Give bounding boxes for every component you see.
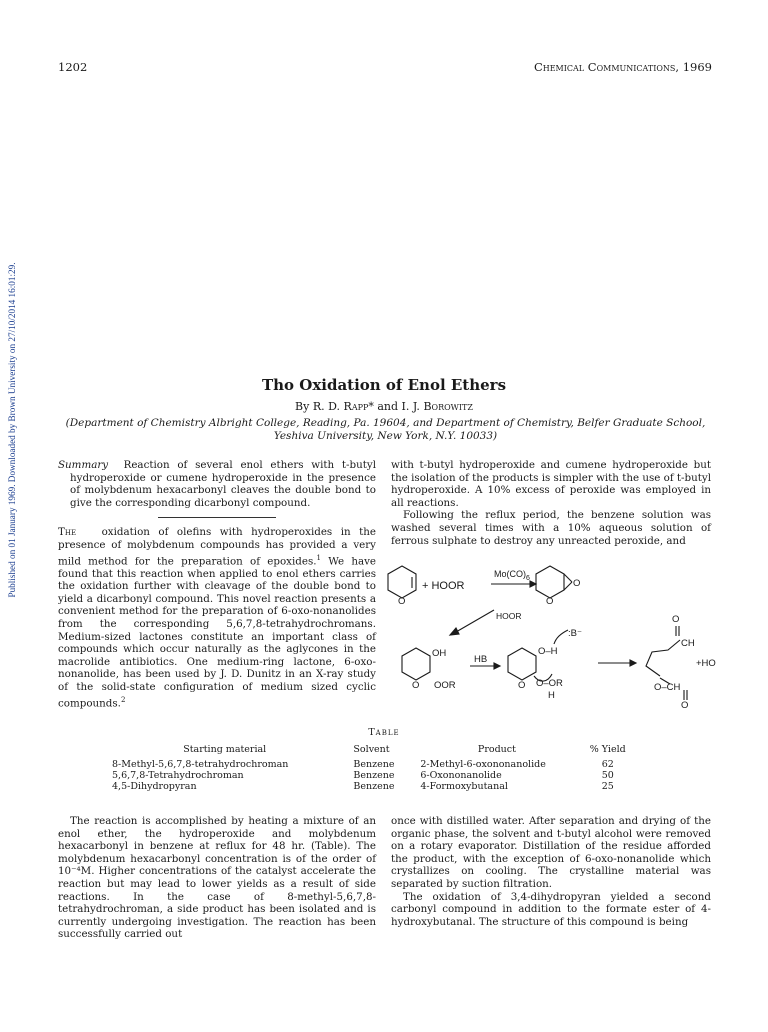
- summary-divider: [158, 517, 276, 518]
- table-row: [112, 781, 632, 792]
- cell-product: 4-Formoxybutanal: [420, 781, 508, 792]
- bottom-right-paragraph-1: once with distilled water. After separation and drying of the organic phase, the solvent and t-butyl alcohol were removed on a rotary evaporator. Distillation of the residue afforded the product, with the exception of 6-oxo-nonanolide which crystallizes on cooling. The crystalline material was separated by suction filtration.: [391, 815, 711, 890]
- bottom-right-paragraph-2: The oxidation of 3,4-dihydropyran yielded a second carbonyl compound in addition to the formate ester of 4-hydroxybutanal. The structure of this compound is being: [391, 890, 711, 928]
- summary-label: Summary: [58, 459, 109, 471]
- table-header-row: [112, 743, 632, 759]
- journal-header: Chemical Communications, 1969: [533, 60, 712, 74]
- hoor-label: HOOR: [496, 611, 522, 621]
- affiliation: (Department of Chemistry Albright College, Reading, Pa. 19604, and Department of Chemistry, Belfer Graduate School, Yeshiva University, New York, N.Y. 10033): [65, 417, 706, 442]
- cell-yield: 50: [601, 770, 614, 781]
- aldehyde-ch: CH: [681, 638, 695, 649]
- ref-2: 2: [120, 695, 126, 704]
- formate-oxygen: O: [681, 700, 689, 708]
- peroxy-bond-label: O–OR: [536, 678, 563, 689]
- download-note-text: Published on 01 January 1969. Downloaded by Brown University on 27/10/2014 16:01:29.: [7, 262, 17, 598]
- download-note: [2, 215, 22, 645]
- intro-text: oxidation of olefins with hydroperoxides in the presence of molybdenum compounds has provided a very mild method for the preparation of epoxides.: [58, 526, 376, 567]
- cell-starting-material: 5,6,7,8-Tetrahydrochroman: [112, 770, 244, 781]
- ring-oxygen-4: O: [518, 680, 526, 691]
- formate-label: O–CH: [654, 682, 681, 693]
- summary-paragraph: [58, 459, 376, 509]
- cell-product: 2-Methyl-6-oxononanolide: [420, 759, 546, 770]
- intro-paragraph: [58, 526, 376, 709]
- right-paragraph-1: with t-butyl hydroperoxide and cumene hydroperoxide but the isolation of the products is simpler with the use of t-butyl hydroperoxide. A 10% excess of peroxide was employed in all reactions.: [391, 459, 712, 509]
- plus-ho-label: +HO: [696, 658, 716, 669]
- header-solvent: Solvent: [353, 744, 390, 755]
- header-starting-material: Starting material: [183, 744, 267, 755]
- epoxide-oxygen: O: [573, 578, 581, 589]
- author-mark: *: [368, 400, 374, 413]
- page-number: 1202: [58, 60, 88, 74]
- header-yield: % Yield: [589, 744, 626, 755]
- cell-yield: 25: [601, 781, 614, 792]
- right-column-lower: [391, 815, 711, 928]
- authors-by: By R. D.: [295, 400, 341, 413]
- right-column-upper: [391, 459, 711, 547]
- table-row: [112, 759, 632, 770]
- ref-1: 1: [316, 553, 321, 562]
- author-line: [0, 400, 768, 413]
- authors-and: and I. J.: [377, 400, 420, 413]
- article-title: Tho Oxidation of Enol Ethers: [261, 376, 507, 394]
- intro-text-2: We have found that this reaction when applied to enol ethers carries the oxidation further with cleavage of the double bond to yield a dicarbonyl compound. This novel reaction presents a convenient method for the preparation of 6-oxo-nonanolides from the corresponding 5,6,7,8-tetrahydrochromans. Medium-sized lactones constitute an important class of compounds which occur naturally as the aglycones in the macrolide antibiotics. One medium-ring lactone, 6-oxo-nonanolide, has been used by J. D. Dunitz in an X-ray study of the solid-state configuration of medium sized cyclic compounds.: [58, 554, 376, 709]
- hydroxyl-label: OH: [432, 648, 447, 659]
- epoxide-ring: [536, 566, 564, 598]
- author-rapp: Rapp: [343, 400, 369, 413]
- cell-solvent: Benzene: [353, 770, 395, 781]
- acid-label: HB: [474, 654, 488, 665]
- intermediate-ring: [508, 648, 536, 680]
- header-product: Product: [477, 744, 516, 755]
- cell-yield: 62: [601, 759, 614, 770]
- oh-bond-label: O–H: [538, 646, 558, 657]
- results-table: [112, 743, 632, 792]
- cell-product: 6-Oxononanolide: [420, 770, 502, 781]
- table-caption: Table: [368, 727, 400, 738]
- hydrogen-label: H: [548, 690, 555, 701]
- ring-oxygen-1: O: [398, 596, 406, 607]
- peroxy-ring: [402, 648, 430, 680]
- reaction-arrow-2: [456, 610, 494, 632]
- left-column-upper: [58, 459, 376, 710]
- right-paragraph-2: Following the reflux period, the benzene solution was washed several times with a 10% aqueous solution of ferrous sulphate to destroy any unreacted peroxide, and: [391, 509, 711, 547]
- intro-lead: The: [58, 526, 77, 539]
- base-label: :B⁻: [568, 628, 582, 639]
- cell-starting-material: 4,5-Dihydropyran: [112, 781, 197, 792]
- plus-hoor-label: + HOOR: [422, 580, 465, 592]
- cell-solvent: Benzene: [353, 759, 395, 770]
- open-chain-product: [646, 640, 680, 676]
- table-row: [112, 770, 632, 781]
- summary-text: Reaction of several enol ethers with t-butyl hydroperoxide or cumene hydroperoxide in the presence of molybdenum hexacarbonyl cleaves the double bond to give the corresponding dicarbonyl compound.: [70, 459, 377, 509]
- cell-solvent: Benzene: [353, 781, 395, 792]
- catalyst-label: [494, 569, 530, 582]
- cell-starting-material: 8-Methyl-5,6,7,8-tetrahydrochroman: [112, 759, 289, 770]
- bottom-left-paragraph: The reaction is accomplished by heating a mixture of an enol ether, the hydroperoxide and molybdenum hexacarbonyl in benzene at reflux for 48 hr. (Table). The molybdenum hexacarbonyl concentration is of the order of 10⁻⁴M. Higher concentrations of the catalyst accelerate the reaction but may lead to lower yields as a result of side reactions. In the case of 8-methyl-5,6,7,8-tetrahydrochroman, a side product has been isolated and is currently undergoing investigation. The reaction has been successfully carried out: [58, 815, 376, 941]
- ring-oxygen-3: O: [412, 680, 420, 691]
- curved-arrow-1: [554, 630, 568, 644]
- reaction-scheme: [384, 558, 724, 708]
- left-column-lower: [58, 815, 376, 941]
- author-borowitz: Borowitz: [423, 400, 473, 413]
- aldehyde-oxygen: O: [672, 614, 680, 625]
- ring-oxygen-2: O: [546, 596, 554, 607]
- catalyst-subscript: 6: [526, 575, 530, 582]
- catalyst-name: Mo(CO): [494, 569, 526, 579]
- peroxy-label: OOR: [434, 680, 456, 691]
